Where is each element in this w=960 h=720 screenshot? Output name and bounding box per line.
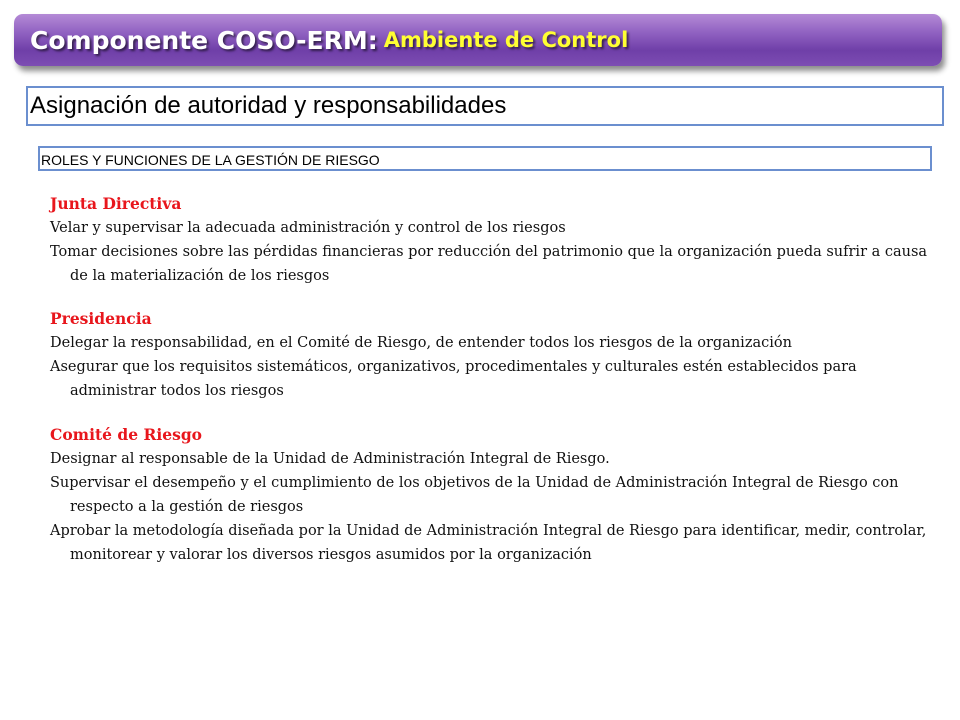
- role-item: Asegurar que los requisitos sistemáticos, organizativos, procedimentales y culturales estén establecidos para administrar todos los riesgos: [50, 359, 857, 399]
- role-item: Aprobar la metodología diseñada por la Unidad de Administración Integral de Riesgo para identificar, medir, controlar, monitorear y valorar los diversos riesgos asumidos por la organización: [50, 523, 927, 563]
- slide-title-bar: [14, 14, 942, 66]
- role-item: Tomar decisiones sobre las pérdidas financieras por reducción del patrimonio que la organización pueda sufrir a causa de la materialización de los riesgos: [50, 244, 928, 284]
- slide-title-highlight: Ambiente de Control: [383, 28, 629, 52]
- section-title: Asignación de autoridad y responsabilidades: [30, 92, 507, 119]
- subsection-title: ROLES Y FUNCIONES DE LA GESTIÓN DE RIESGO: [41, 152, 380, 168]
- role-item: Supervisar el desempeño y el cumplimiento de los objetivos de la Unidad de Administración Integral de Riesgo con respecto a la gestión de riesgos: [50, 475, 899, 515]
- role-heading: Junta Directiva: [50, 194, 182, 213]
- role-heading: Comité de Riesgo: [50, 425, 203, 444]
- subsection-title-box: [38, 146, 932, 171]
- role-presidencia: [50, 307, 940, 403]
- section-title-box: [26, 86, 944, 126]
- slide-title: Componente COSO-ERM:: [30, 25, 378, 55]
- roles-content: [50, 192, 940, 587]
- role-heading: Presidencia: [50, 309, 152, 328]
- role-item: Delegar la responsabilidad, en el Comité de Riesgo, de entender todos los riesgos de la organización: [50, 335, 792, 351]
- role-comite-de-riesgo: [50, 423, 940, 567]
- role-item: Designar al responsable de la Unidad de Administración Integral de Riesgo.: [50, 451, 610, 467]
- role-junta-directiva: [50, 192, 940, 288]
- role-item: Velar y supervisar la adecuada administración y control de los riesgos: [50, 220, 566, 236]
